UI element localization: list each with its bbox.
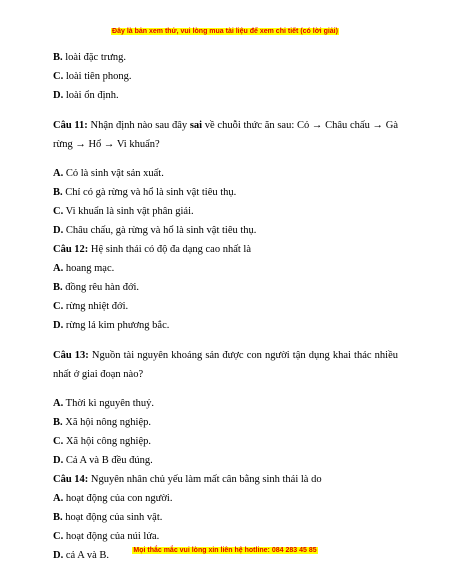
option-text: hoạt động của sinh vật. xyxy=(62,512,163,523)
question-text: Nhận định nào sau đây xyxy=(87,119,190,131)
question-text: về chuỗi thức ăn sau: Cỏ → Châu chấu → Gà rừng → Hổ → Vi khuẩn? xyxy=(53,119,399,150)
answer-option xyxy=(53,394,398,413)
option-letter: B. xyxy=(53,52,63,63)
option-letter: A. xyxy=(53,263,64,274)
preview-notice-banner xyxy=(0,27,450,36)
answer-option xyxy=(53,489,398,508)
question-text: Nguồn tài nguyên khoáng sản được con người tận dụng khai thác nhiều nhất ở giai đoạn nào? xyxy=(53,349,398,380)
option-text: hoang mạc. xyxy=(63,263,115,274)
option-letter: D. xyxy=(53,320,64,331)
question-12 xyxy=(53,240,398,259)
option-letter: A. xyxy=(53,493,64,504)
answer-option xyxy=(53,48,398,67)
option-text: Thời kì nguyên thuỷ. xyxy=(63,398,155,409)
question-13 xyxy=(53,346,398,384)
option-text: Châu chấu, gà rừng và hổ là sinh vật tiêu thụ. xyxy=(63,225,257,236)
answer-option xyxy=(53,67,398,86)
option-letter: D. xyxy=(53,90,64,101)
option-text: Xã hội công nghiệp. xyxy=(63,436,151,447)
question-label: Câu 11: xyxy=(53,119,88,131)
answer-option xyxy=(53,432,398,451)
option-letter: B. xyxy=(53,187,63,198)
answer-option xyxy=(53,221,398,240)
question-label: Câu 14: xyxy=(53,474,89,485)
answer-option xyxy=(53,451,398,470)
option-text: hoạt động của núi lửa. xyxy=(63,531,160,542)
answer-option xyxy=(53,86,398,105)
option-text: cả A và B. xyxy=(63,550,110,561)
question-label: Câu 13: xyxy=(53,349,89,361)
option-text: rừng lá kim phương bắc. xyxy=(63,320,170,331)
option-text: Cả A và B đều đúng. xyxy=(63,455,153,466)
answer-option xyxy=(53,508,398,527)
option-text: loài đặc trưng. xyxy=(62,52,127,63)
question-14 xyxy=(53,470,398,489)
option-text: đồng rêu hàn đới. xyxy=(62,282,140,293)
answer-option xyxy=(53,527,398,546)
option-letter: C. xyxy=(53,71,64,82)
option-letter: D. xyxy=(53,550,64,561)
option-letter: B. xyxy=(53,282,63,293)
answer-option xyxy=(53,316,398,335)
answer-option xyxy=(53,413,398,432)
answer-option xyxy=(53,183,398,202)
option-letter: D. xyxy=(53,225,64,236)
option-letter: D. xyxy=(53,455,64,466)
option-letter: C. xyxy=(53,436,64,447)
option-text: loài ổn định. xyxy=(63,90,119,101)
option-text: Vi khuẩn là sinh vật phân giải. xyxy=(63,206,194,217)
hotline-text: Mọi thắc mắc vui lòng xin liên hệ hotline: 084 283 45 85 xyxy=(133,547,317,554)
option-letter: A. xyxy=(53,168,64,179)
hotline-footer-banner xyxy=(0,546,450,555)
option-letter: B. xyxy=(53,512,63,523)
option-letter: C. xyxy=(53,301,64,312)
question-text: Nguyên nhân chủ yếu làm mất cân bằng sinh thái là do xyxy=(88,474,322,485)
answer-option xyxy=(53,202,398,221)
question-emphasis: sai xyxy=(189,119,203,131)
question-label: Câu 12: xyxy=(53,244,89,255)
option-text: hoạt động của con người. xyxy=(63,493,173,504)
document-body xyxy=(53,48,398,565)
answer-option xyxy=(53,164,398,183)
option-letter: B. xyxy=(53,417,63,428)
option-letter: C. xyxy=(53,206,64,217)
question-text: Hệ sinh thái có độ đa dạng cao nhất là xyxy=(88,244,251,255)
option-text: Xã hội nông nghiệp. xyxy=(62,417,152,428)
answer-option xyxy=(53,278,398,297)
option-letter: A. xyxy=(53,398,64,409)
option-text: Chỉ có gà rừng và hổ là sinh vật tiêu thụ. xyxy=(62,187,237,198)
option-text: loài tiên phong. xyxy=(63,71,132,82)
option-letter: C. xyxy=(53,531,64,542)
question-11 xyxy=(53,116,398,154)
answer-option xyxy=(53,297,398,316)
preview-notice-text: Đây là bản xem thử, vui lòng mua tài liệu để xem chi tiết (có lời giải) xyxy=(112,28,338,35)
answer-option xyxy=(53,259,398,278)
option-text: rừng nhiệt đới. xyxy=(63,301,129,312)
option-text: Cỏ là sinh vật sản xuất. xyxy=(63,168,164,179)
